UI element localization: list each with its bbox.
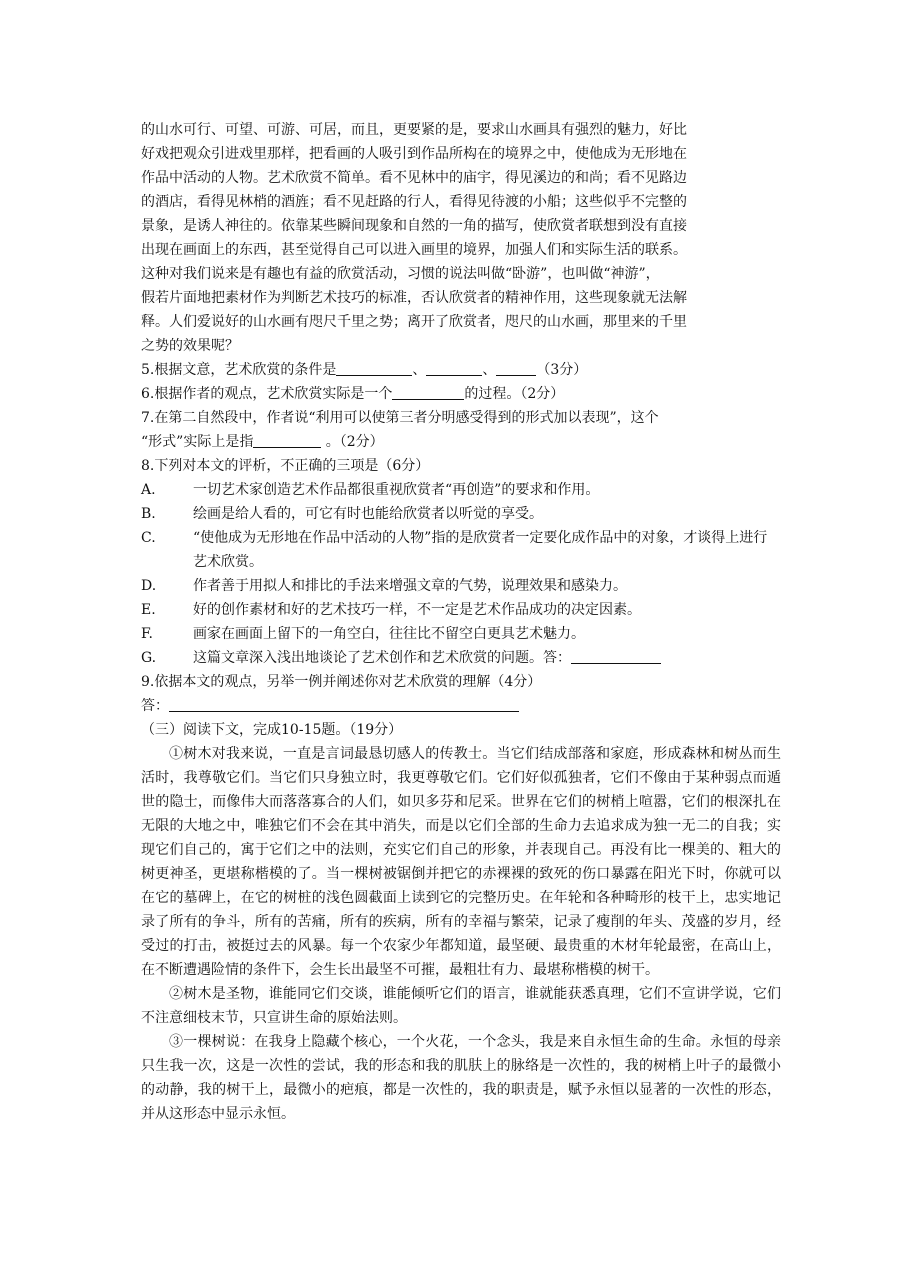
intro-line: 作品中活动的人物。艺术欣赏不简单。看不见林中的庙宇，得见溪边的和尚；看不见路边 <box>141 170 687 186</box>
q9-answer-line[interactable] <box>169 697 519 712</box>
option-a: A. 一切艺术家创造艺术作品都很重视欣赏者“再创造”的要求和作用。 <box>141 482 600 498</box>
q7-suffix: 。（2分） <box>321 434 384 450</box>
section-3-paragraph-3: ③一棵树说：在我身上隐藏个核心，一个火花，一个念头，我是来自永恒生命的生命。永恒的母亲只生我一次，这是一次性的尝试，我的形态和我的肌肤上的脉络是一次性的，我的树梢上叶子的最微小的动静，我的树干上，最微小的疤痕，都是一次性的，我的职责是，赋予永恒以显著的一次性的形态，并从这形态中显示永恒。 <box>141 1034 781 1122</box>
intro-line: 的山水可行、可望、可游、可居，而且，更要紧的是，要求山水画具有强烈的魅力，好比 <box>141 122 687 138</box>
option-f: F. 画家在画面上留下的一角空白，往往比不留空白更具艺术魅力。 <box>141 626 585 642</box>
q5-prefix: 5.根据文意，艺术欣赏的条件是 <box>141 362 337 378</box>
option-b: B. 绘画是给人看的，可它有时也能给欣赏者以听觉的享受。 <box>141 506 543 522</box>
intro-line: 这种对我们说来是有趣也有益的欣赏活动，习惯的说法叫做“卧游”，也叫做“神游”， <box>141 266 660 282</box>
q5-blank-2[interactable] <box>426 361 482 376</box>
question-7-line-2 <box>141 430 781 454</box>
intro-line: 释。人们爱说好的山水画有咫尺千里之势；离开了欣赏者，咫尺的山水画，那里来的千里 <box>141 314 687 330</box>
q8-answer-blank[interactable] <box>571 649 661 664</box>
section-3-paragraph-1: ①树木对我来说，一直是言词最恳切感人的传教士。当它们结成部落和家庭，形成森林和树丛而生活时，我尊敬它们。当它们只身独立时，我更尊敬它们。它们好似孤独者，它们不像由于某种弱点而遁世的隐士，而像伟大而落落寡合的人们，如贝多芬和尼采。世界在它们的树梢上喧嚣，它们的根深扎在无限的大地之中，唯独它们不会在其中消失，而是以它们全部的生命力去追求成为独一无二的自我；实现它们自己的，寓于它们之中的法则，充实它们自己的形象，并表现自己。再没有比一棵美的、粗大的树更神圣，更堪称楷模的了。当一棵树被锯倒并把它的赤裸裸的致死的伤口暴露在阳光下时，你就可以在它的墓碑上，在它的树桩的浅色圆截面上读到它的完整历史。在年轮和各种畸形的枝干上，忠实地记录了所有的争斗，所有的苦痛，所有的疾病，所有的幸福与繁荣，记录了瘦削的年头、茂盛的岁月，经受过的打击，被挺过去的风暴。每一个农家少年都知道，最坚硬、最贵重的木材年轮最密，在高山上，在不断遭遇险情的条件下，会生长出最坚不可摧，最粗壮有力、最堪称楷模的树干。 <box>141 746 781 978</box>
q6-blank[interactable] <box>392 385 464 400</box>
section-3-paragraph-2: ②树木是圣物，谁能同它们交谈，谁能倾听它们的语言，谁就能获悉真理，它们不宣讲学说，它们不注意细枝末节，只宣讲生命的原始法则。 <box>141 986 781 1026</box>
q5-suffix: （3分） <box>536 362 588 378</box>
q6-prefix: 6.根据作者的观点，艺术欣赏实际是一个 <box>141 386 393 402</box>
question-8-options <box>141 478 781 670</box>
question-6 <box>141 382 781 406</box>
question-8-stem: 8.下列对本文的评析，不正确的三项是（6分） <box>141 458 430 474</box>
q7-prefix: “形式”实际上是指 <box>141 434 254 450</box>
q5-blank-1[interactable] <box>336 361 412 376</box>
intro-line: 好戏把观众引进戏里那样，把看画的人吸引到作品所构在的境界之中，使他成为无形地在 <box>141 146 687 162</box>
q6-suffix: 的过程。（2分） <box>464 386 565 402</box>
intro-line: 景象，是诱人神往的。依靠某些瞬间现象和自然的一角的描写，使欣赏者联想到没有直接 <box>141 218 687 234</box>
q5-blank-3[interactable] <box>496 361 536 376</box>
option-g-text: 这篇文章深入浅出地谈论了艺术创作和艺术欣赏的问题。答： <box>193 650 571 666</box>
intro-line: 假若片面地把素材作为判断艺术技巧的标准，否认欣赏者的精神作用，这些现象就无法解 <box>141 290 687 306</box>
option-e: E. 好的创作素材和好的艺术技巧一样，不一定是艺术作品成功的决定因素。 <box>141 602 641 618</box>
question-9-answer <box>141 694 781 718</box>
option-d: D. 作者善于用拟人和排比的手法来增强文章的气势，说理效果和感染力。 <box>141 578 627 594</box>
intro-line: 之势的效果呢？ <box>141 338 239 354</box>
q9-answer-label: 答： <box>141 698 169 714</box>
q5-sep-2: 、 <box>482 362 497 378</box>
option-g: G. 这篇文章深入浅出地谈论了艺术创作和艺术欣赏的问题。答： <box>141 646 781 670</box>
intro-line: 出现在画面上的东西，甚至觉得自己可以进入画里的境界，加强人们和实际生活的联系。 <box>141 242 687 258</box>
intro-line: 的酒店，看得见林梢的酒旌；看不见赶路的行人，看得见待渡的小船；这些似乎不完整的 <box>141 194 687 210</box>
intro-passage <box>141 118 781 358</box>
q7-blank[interactable] <box>253 433 321 448</box>
page-content <box>141 118 781 1126</box>
q5-sep-1: 、 <box>412 362 427 378</box>
option-c: C. “使他成为无形地在作品中活动的人物”指的是欣赏者一定要化成作品中的对象，才谈得上进行艺术欣赏。 <box>141 530 768 570</box>
question-9-stem: 9.依据本文的观点，另举一例并阐述你对艺术欣赏的理解（4分） <box>141 674 542 690</box>
question-7-line-1: 7.在第二自然段中，作者说“利用可以使第三者分明感受得到的形式加以表现”，这个 <box>141 410 659 426</box>
section-3-heading: （三）阅读下文，完成10-15题。（19分） <box>141 722 403 738</box>
question-5 <box>141 358 781 382</box>
